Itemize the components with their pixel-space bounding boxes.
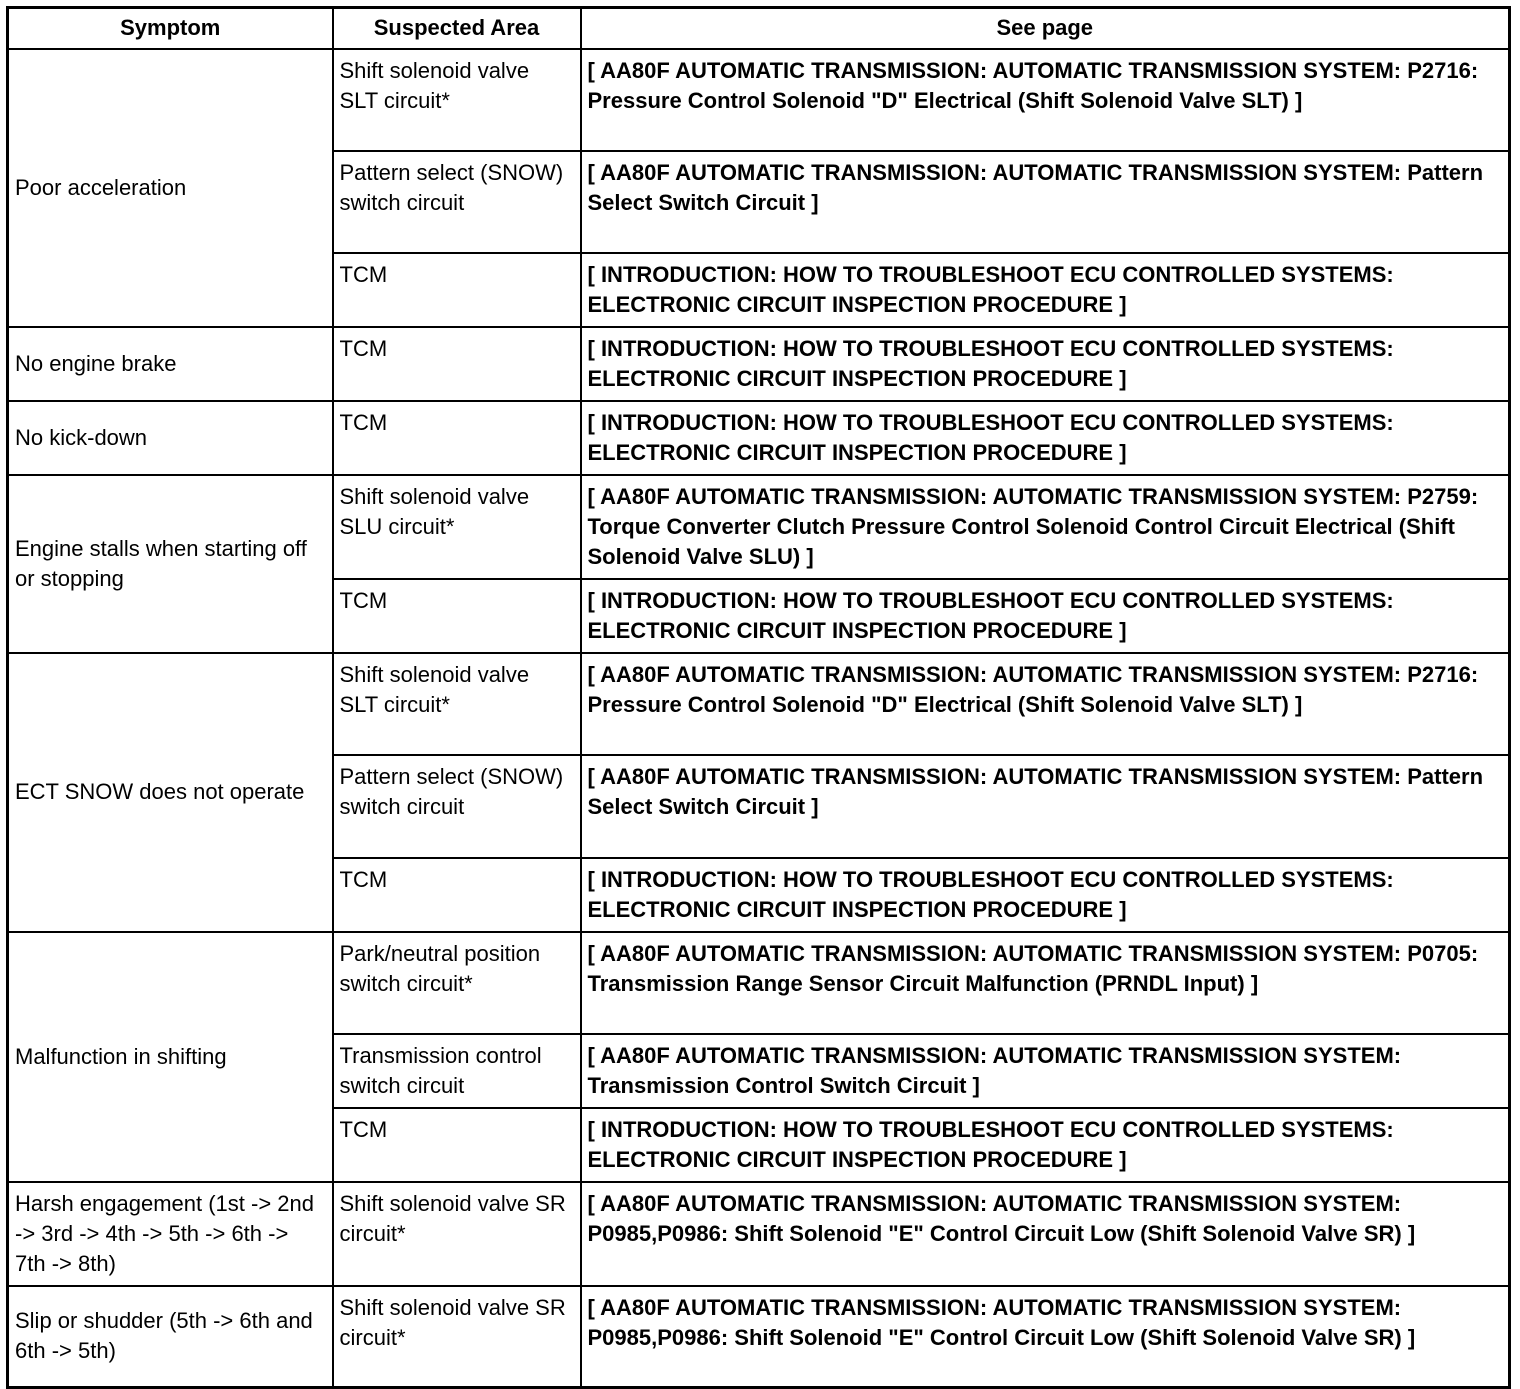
symptom-cell: No kick-down	[8, 401, 333, 475]
table-row	[8, 327, 1510, 401]
header-row	[8, 8, 1510, 49]
suspected-area-cell: TCM	[333, 858, 581, 932]
table-header	[8, 8, 1510, 49]
symptom-cell: Harsh engagement (1st -> 2nd -> 3rd -> 4th -> 5th -> 6th -> 7th -> 8th)	[8, 1182, 333, 1286]
see-page-link[interactable]: [ AA80F AUTOMATIC TRANSMISSION: AUTOMATIC TRANSMISSION SYSTEM: P0705: Transmission Range Sensor Circuit Malfunction (PRNDL Input) ]	[581, 932, 1510, 1034]
table-row	[8, 1182, 1510, 1286]
symptom-cell: No engine brake	[8, 327, 333, 401]
suspected-area-cell: Shift solenoid valve SR circuit*	[333, 1286, 581, 1388]
see-page-link[interactable]: [ AA80F AUTOMATIC TRANSMISSION: AUTOMATIC TRANSMISSION SYSTEM: P0985,P0986: Shift Solenoid "E" Control Circuit Low (Shift Solenoid Valve SR) ]	[581, 1286, 1510, 1388]
suspected-area-cell: Shift solenoid valve SLT circuit*	[333, 653, 581, 755]
symptom-cell: Malfunction in shifting	[8, 932, 333, 1182]
see-page-link[interactable]: [ AA80F AUTOMATIC TRANSMISSION: AUTOMATIC TRANSMISSION SYSTEM: P2759: Torque Converter Clutch Pressure Control Solenoid Control Circuit Electrical (Shift Solenoid Valve SLU) ]	[581, 475, 1510, 579]
suspected-area-cell: Park/neutral position switch circuit*	[333, 932, 581, 1034]
symptom-cell: Engine stalls when starting off or stopping	[8, 475, 333, 653]
table-row	[8, 49, 1510, 151]
table-row	[8, 932, 1510, 1034]
suspected-area-cell: Shift solenoid valve SLT circuit*	[333, 49, 581, 151]
table-row	[8, 401, 1510, 475]
header-see-page: See page	[581, 8, 1510, 49]
suspected-area-cell: TCM	[333, 1108, 581, 1182]
table-row	[8, 1286, 1510, 1388]
see-page-link[interactable]: [ INTRODUCTION: HOW TO TROUBLESHOOT ECU CONTROLLED SYSTEMS: ELECTRONIC CIRCUIT INSPECTION PROCEDURE ]	[581, 253, 1510, 327]
suspected-area-cell: Pattern select (SNOW) switch circuit	[333, 151, 581, 253]
symptom-cell: ECT SNOW does not operate	[8, 653, 333, 932]
suspected-area-cell: Shift solenoid valve SR circuit*	[333, 1182, 581, 1286]
header-symptom: Symptom	[8, 8, 333, 49]
suspected-area-cell: TCM	[333, 401, 581, 475]
table-row	[8, 475, 1510, 579]
see-page-link[interactable]: [ INTRODUCTION: HOW TO TROUBLESHOOT ECU CONTROLLED SYSTEMS: ELECTRONIC CIRCUIT INSPECTION PROCEDURE ]	[581, 1108, 1510, 1182]
troubleshooting-table	[6, 6, 1511, 1389]
see-page-link[interactable]: [ AA80F AUTOMATIC TRANSMISSION: AUTOMATIC TRANSMISSION SYSTEM: Transmission Control Switch Circuit ]	[581, 1034, 1510, 1108]
suspected-area-cell: TCM	[333, 579, 581, 653]
table-body	[8, 49, 1510, 1388]
suspected-area-cell: Shift solenoid valve SLU circuit*	[333, 475, 581, 579]
see-page-link[interactable]: [ INTRODUCTION: HOW TO TROUBLESHOOT ECU CONTROLLED SYSTEMS: ELECTRONIC CIRCUIT INSPECTION PROCEDURE ]	[581, 327, 1510, 401]
table-row	[8, 653, 1510, 755]
see-page-link[interactable]: [ INTRODUCTION: HOW TO TROUBLESHOOT ECU CONTROLLED SYSTEMS: ELECTRONIC CIRCUIT INSPECTION PROCEDURE ]	[581, 401, 1510, 475]
symptom-cell: Slip or shudder (5th -> 6th and 6th -> 5th)	[8, 1286, 333, 1388]
suspected-area-cell: Pattern select (SNOW) switch circuit	[333, 755, 581, 858]
suspected-area-cell: Transmission control switch circuit	[333, 1034, 581, 1108]
header-suspected-area: Suspected Area	[333, 8, 581, 49]
see-page-link[interactable]: [ AA80F AUTOMATIC TRANSMISSION: AUTOMATIC TRANSMISSION SYSTEM: P2716: Pressure Control Solenoid "D" Electrical (Shift Solenoid Valve SLT) ]	[581, 49, 1510, 151]
see-page-link[interactable]: [ INTRODUCTION: HOW TO TROUBLESHOOT ECU CONTROLLED SYSTEMS: ELECTRONIC CIRCUIT INSPECTION PROCEDURE ]	[581, 579, 1510, 653]
symptom-cell: Poor acceleration	[8, 49, 333, 327]
suspected-area-cell: TCM	[333, 253, 581, 327]
see-page-link[interactable]: [ AA80F AUTOMATIC TRANSMISSION: AUTOMATIC TRANSMISSION SYSTEM: P2716: Pressure Control Solenoid "D" Electrical (Shift Solenoid Valve SLT) ]	[581, 653, 1510, 755]
see-page-link[interactable]: [ AA80F AUTOMATIC TRANSMISSION: AUTOMATIC TRANSMISSION SYSTEM: Pattern Select Switch Circuit ]	[581, 755, 1510, 858]
see-page-link[interactable]: [ INTRODUCTION: HOW TO TROUBLESHOOT ECU CONTROLLED SYSTEMS: ELECTRONIC CIRCUIT INSPECTION PROCEDURE ]	[581, 858, 1510, 932]
see-page-link[interactable]: [ AA80F AUTOMATIC TRANSMISSION: AUTOMATIC TRANSMISSION SYSTEM: P0985,P0986: Shift Solenoid "E" Control Circuit Low (Shift Solenoid Valve SR) ]	[581, 1182, 1510, 1286]
see-page-link[interactable]: [ AA80F AUTOMATIC TRANSMISSION: AUTOMATIC TRANSMISSION SYSTEM: Pattern Select Switch Circuit ]	[581, 151, 1510, 253]
suspected-area-cell: TCM	[333, 327, 581, 401]
